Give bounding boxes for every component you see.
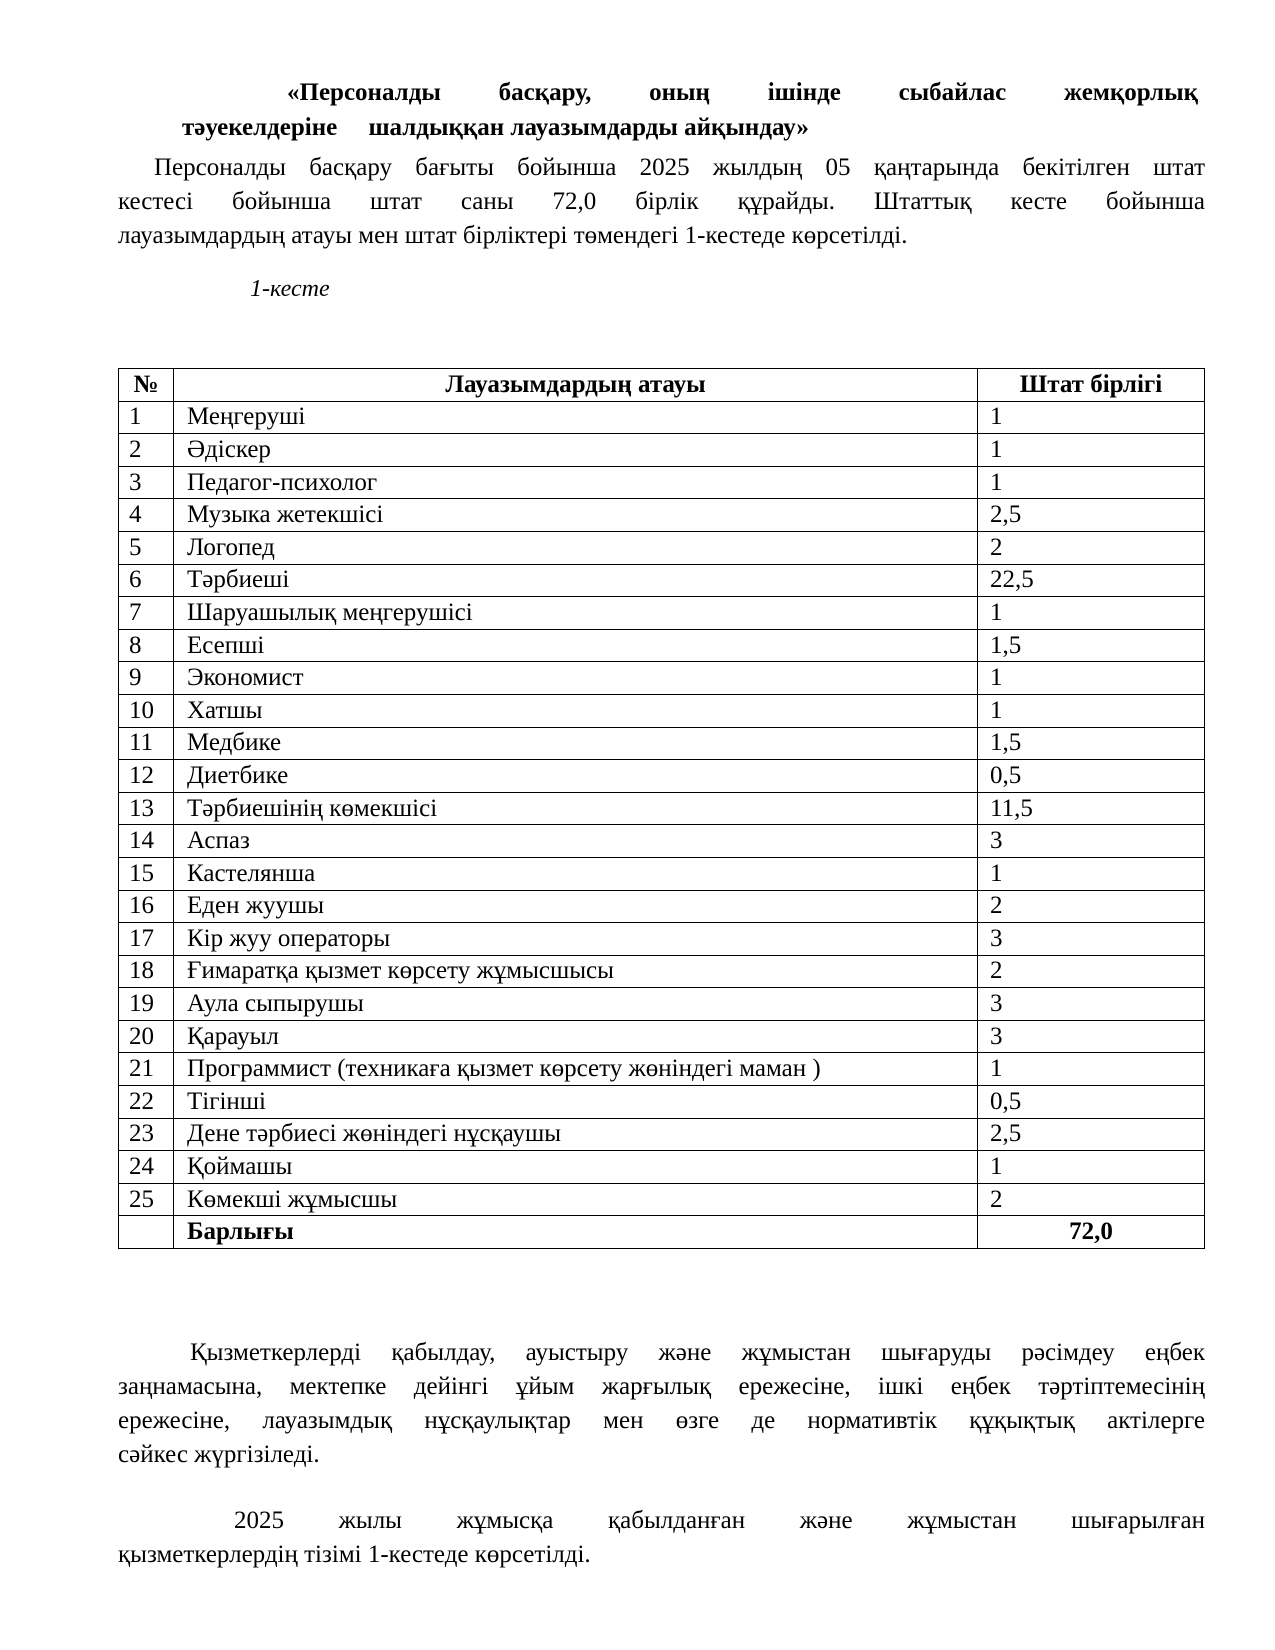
row-position-name: Көмекші жұмысшы <box>174 1183 978 1216</box>
table-row <box>119 564 1205 597</box>
table-row <box>119 1086 1205 1119</box>
table-row <box>119 857 1205 890</box>
row-num: 10 <box>119 694 174 727</box>
table-header-row <box>119 369 1205 402</box>
row-num: 1 <box>119 401 174 434</box>
list-line: 2025 жылы жұмысқа қабылданған және жұмыстан шығарылған <box>234 1507 1205 1534</box>
row-num: 7 <box>119 597 174 630</box>
row-position-name: Меңгеруші <box>174 401 978 434</box>
row-position-name: Ғимаратқа қызмет көрсету жұмысшысы <box>174 955 978 988</box>
row-position-name: Аспаз <box>174 825 978 858</box>
row-staff-unit: 2 <box>978 1183 1205 1216</box>
intro-paragraph <box>118 151 1205 253</box>
row-num: 4 <box>119 499 174 532</box>
total-value: 72,0 <box>978 1216 1205 1249</box>
row-position-name: Хатшы <box>174 694 978 727</box>
row-staff-unit: 2,5 <box>978 1118 1205 1151</box>
total-row <box>119 1216 1205 1249</box>
row-position-name: Тәрбиешінің көмекшісі <box>174 792 978 825</box>
row-num: 12 <box>119 760 174 793</box>
row-num: 23 <box>119 1118 174 1151</box>
row-staff-unit: 11,5 <box>978 792 1205 825</box>
table-row <box>119 1053 1205 1086</box>
table-row <box>119 401 1205 434</box>
row-staff-unit: 1 <box>978 694 1205 727</box>
row-num: 17 <box>119 923 174 956</box>
table-row <box>119 760 1205 793</box>
table-row <box>119 1118 1205 1151</box>
intro-line: лауазымдардың атауы мен штат бірліктері төмендегі 1-кестеде көрсетілді. <box>118 222 908 249</box>
total-num <box>119 1216 174 1249</box>
header-unit: Штат бірлігі <box>978 369 1205 402</box>
row-staff-unit: 0,5 <box>978 1086 1205 1119</box>
table-row <box>119 792 1205 825</box>
row-staff-unit: 0,5 <box>978 760 1205 793</box>
row-num: 25 <box>119 1183 174 1216</box>
row-staff-unit: 1 <box>978 434 1205 467</box>
row-position-name: Кастелянша <box>174 857 978 890</box>
row-staff-unit: 2 <box>978 955 1205 988</box>
row-num: 19 <box>119 988 174 1021</box>
row-position-name: Логопед <box>174 531 978 564</box>
table-row <box>119 825 1205 858</box>
staff-table <box>118 368 1205 1249</box>
table-row <box>119 694 1205 727</box>
row-position-name: Педагог-психолог <box>174 466 978 499</box>
table-row <box>119 434 1205 467</box>
row-position-name: Қарауыл <box>174 1020 978 1053</box>
row-position-name: Дене тәрбиесі жөніндегі нұсқаушы <box>174 1118 978 1151</box>
row-staff-unit: 1,5 <box>978 727 1205 760</box>
row-position-name: Әдіскер <box>174 434 978 467</box>
row-staff-unit: 1 <box>978 857 1205 890</box>
row-staff-unit: 1 <box>978 466 1205 499</box>
row-num: 8 <box>119 629 174 662</box>
row-staff-unit: 3 <box>978 1020 1205 1053</box>
row-num: 2 <box>119 434 174 467</box>
row-num: 21 <box>119 1053 174 1086</box>
row-num: 13 <box>119 792 174 825</box>
list-paragraph <box>118 1504 1205 1572</box>
row-position-name: Экономист <box>174 662 978 695</box>
heading-line-1: «Персоналды басқару, оның ішінде сыбайлас жемқорлық <box>287 79 1198 106</box>
row-position-name: Тәрбиеші <box>174 564 978 597</box>
row-num: 14 <box>119 825 174 858</box>
row-num: 18 <box>119 955 174 988</box>
table-row <box>119 597 1205 630</box>
table-row <box>119 727 1205 760</box>
row-position-name: Аула сыпырушы <box>174 988 978 1021</box>
procedure-line: заңнамасына, мектепке дейінгі ұйым жарғылық ережесіне, ішкі еңбек тәртіптемесінің <box>118 1373 1205 1400</box>
row-staff-unit: 3 <box>978 825 1205 858</box>
row-staff-unit: 22,5 <box>978 564 1205 597</box>
row-staff-unit: 1 <box>978 401 1205 434</box>
row-num: 11 <box>119 727 174 760</box>
table-row <box>119 662 1205 695</box>
row-staff-unit: 2 <box>978 890 1205 923</box>
table-row <box>119 988 1205 1021</box>
table-row <box>119 531 1205 564</box>
total-label: Барлығы <box>174 1216 978 1249</box>
list-line: қызметкерлердің тізімі 1-кестеде көрсетілді. <box>118 1541 591 1568</box>
table-row <box>119 1020 1205 1053</box>
intro-line: Персоналды басқару бағыты бойынша 2025 жылдың 05 қаңтарында бекітілген штат <box>154 154 1205 181</box>
procedure-line: ережесіне, лауазымдық нұсқаулықтар мен өзге де нормативтік құқықтық актілерге <box>118 1407 1205 1434</box>
row-num: 6 <box>119 564 174 597</box>
table-row <box>119 1183 1205 1216</box>
row-staff-unit: 1 <box>978 597 1205 630</box>
row-num: 3 <box>119 466 174 499</box>
row-position-name: Еден жуушы <box>174 890 978 923</box>
table-row <box>119 890 1205 923</box>
row-staff-unit: 1 <box>978 1053 1205 1086</box>
row-staff-unit: 2,5 <box>978 499 1205 532</box>
row-num: 16 <box>119 890 174 923</box>
table-row <box>119 923 1205 956</box>
table-caption: 1-кесте <box>250 276 330 302</box>
row-position-name: Есепші <box>174 629 978 662</box>
procedure-paragraph <box>118 1336 1205 1472</box>
row-num: 24 <box>119 1151 174 1184</box>
row-position-name: Тігінші <box>174 1086 978 1119</box>
row-num: 9 <box>119 662 174 695</box>
table-row <box>119 1151 1205 1184</box>
row-num: 15 <box>119 857 174 890</box>
row-staff-unit: 3 <box>978 923 1205 956</box>
table-body <box>119 401 1205 1248</box>
row-staff-unit: 3 <box>978 988 1205 1021</box>
row-position-name: Медбике <box>174 727 978 760</box>
table-row <box>119 499 1205 532</box>
row-position-name: Шаруашылық меңгерушісі <box>174 597 978 630</box>
row-position-name: Кір жуу операторы <box>174 923 978 956</box>
procedure-line: Қызметкерлерді қабылдау, ауыстыру және жұмыстан шығаруды рәсімдеу еңбек <box>190 1339 1205 1366</box>
row-position-name: Музыка жетекшісі <box>174 499 978 532</box>
header-num: № <box>119 369 174 402</box>
row-position-name: Қоймашы <box>174 1151 978 1184</box>
row-num: 5 <box>119 531 174 564</box>
row-position-name: Программист (техникаға қызмет көрсету жөніндегі маман ) <box>174 1053 978 1086</box>
table-row <box>119 466 1205 499</box>
heading-line-2: тәуекелдеріне шалдыққан лауазымдарды айқындау» <box>182 114 809 141</box>
table-row <box>119 955 1205 988</box>
table-row <box>119 629 1205 662</box>
row-num: 22 <box>119 1086 174 1119</box>
row-num: 20 <box>119 1020 174 1053</box>
row-staff-unit: 1 <box>978 662 1205 695</box>
row-staff-unit: 1 <box>978 1151 1205 1184</box>
header-name: Лауазымдардың атауы <box>174 369 978 402</box>
row-staff-unit: 1,5 <box>978 629 1205 662</box>
procedure-line: сәйкес жүргізіледі. <box>118 1441 320 1468</box>
row-staff-unit: 2 <box>978 531 1205 564</box>
row-position-name: Диетбике <box>174 760 978 793</box>
intro-line: кестесі бойынша штат саны 72,0 бірлік құрайды. Штаттық кесте бойынша <box>118 188 1205 215</box>
